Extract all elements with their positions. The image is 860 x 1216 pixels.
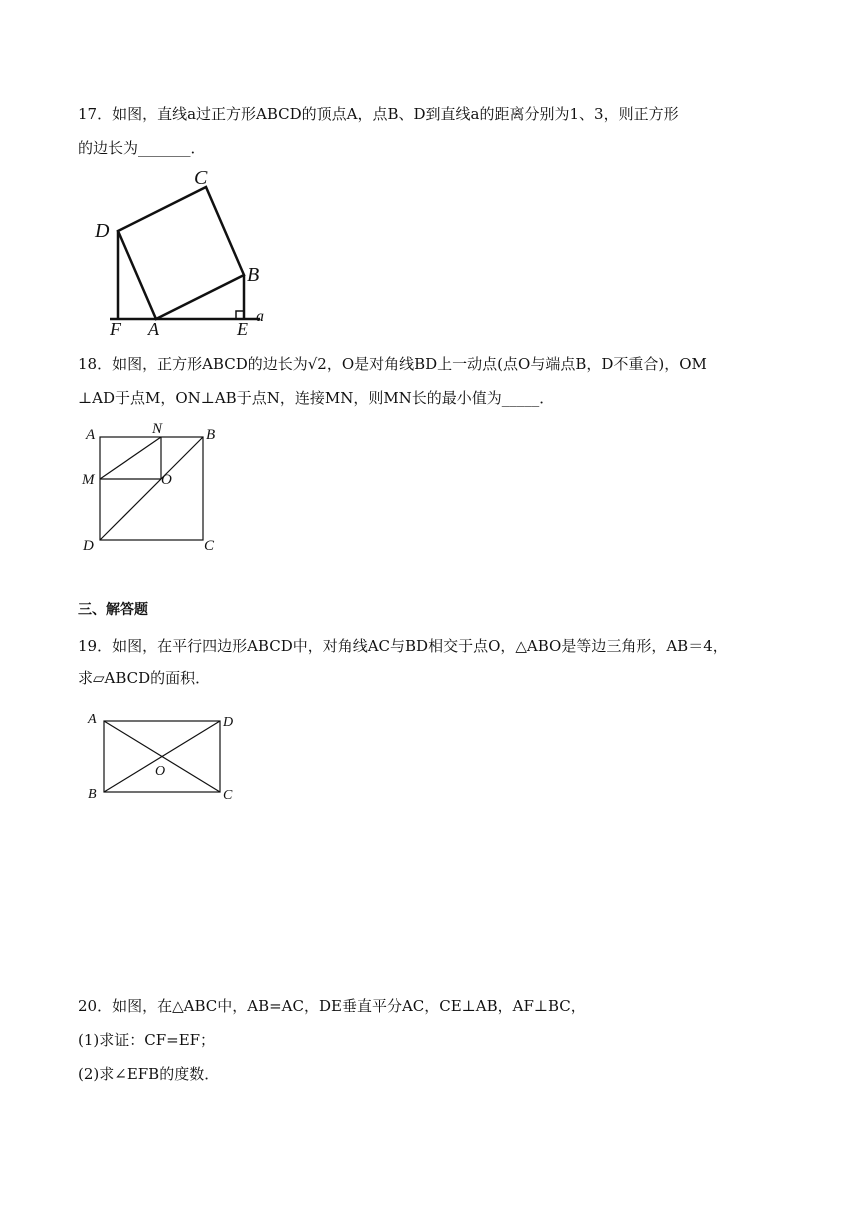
- q20-line1: 20．如图，在△ABC中，AB=AC，DE垂直平分AC，CE⊥AB，AF⊥BC，: [78, 997, 586, 1015]
- label-a: a: [256, 308, 264, 325]
- diagonal-BD: [100, 437, 203, 540]
- q19-line1: 19．如图，在平行四边形ABCD中，对角线AC与BD相交于点O，△ABO是等边三角形，AB＝4，: [78, 637, 728, 655]
- q18-line1: 18．如图，正方形ABCD的边长为√2，O是对角线BD上一动点(点O与端点B，D不重合)，OM: [78, 355, 707, 373]
- label-D: D: [95, 220, 110, 242]
- label-N: N: [152, 421, 163, 437]
- q17-line2: 的边长为_______．: [78, 139, 206, 157]
- q20-line2: (1)求证：CF=EF；: [78, 1031, 216, 1049]
- label-C: C: [223, 788, 233, 803]
- label-B: B: [247, 264, 260, 286]
- label-D: D: [223, 715, 234, 730]
- label-D: D: [83, 538, 94, 554]
- q17-figure: [90, 165, 290, 337]
- q18-line2: ⊥AD于点M，ON⊥AB于点N，连接MN，则MN长的最小值为_____．: [78, 389, 555, 407]
- label-C: C: [194, 167, 208, 189]
- section-title: 三、解答题: [78, 602, 148, 618]
- label-B: B: [88, 787, 97, 802]
- label-M: M: [82, 472, 95, 488]
- label-B: B: [206, 427, 216, 443]
- label-A: A: [88, 712, 97, 727]
- segment-MN: [100, 437, 161, 479]
- label-A: A: [148, 319, 159, 337]
- label-O: O: [161, 472, 172, 488]
- label-O: O: [155, 764, 166, 779]
- q19-line2: 求▱ABCD的面积．: [78, 669, 211, 687]
- label-E: E: [237, 319, 248, 337]
- square-ABCD: [118, 187, 244, 319]
- q17-line1: 17．如图，直线a过正方形ABCD的顶点A，点B、D到直线a的距离分别为1、3，则正方形: [78, 105, 679, 123]
- q18-figure: [80, 420, 230, 556]
- label-A: A: [86, 427, 96, 443]
- label-C: C: [204, 538, 215, 554]
- q20-line3: (2)求∠EFB的度数．: [78, 1065, 220, 1083]
- q19-figure: [82, 708, 242, 808]
- label-F: F: [110, 319, 121, 337]
